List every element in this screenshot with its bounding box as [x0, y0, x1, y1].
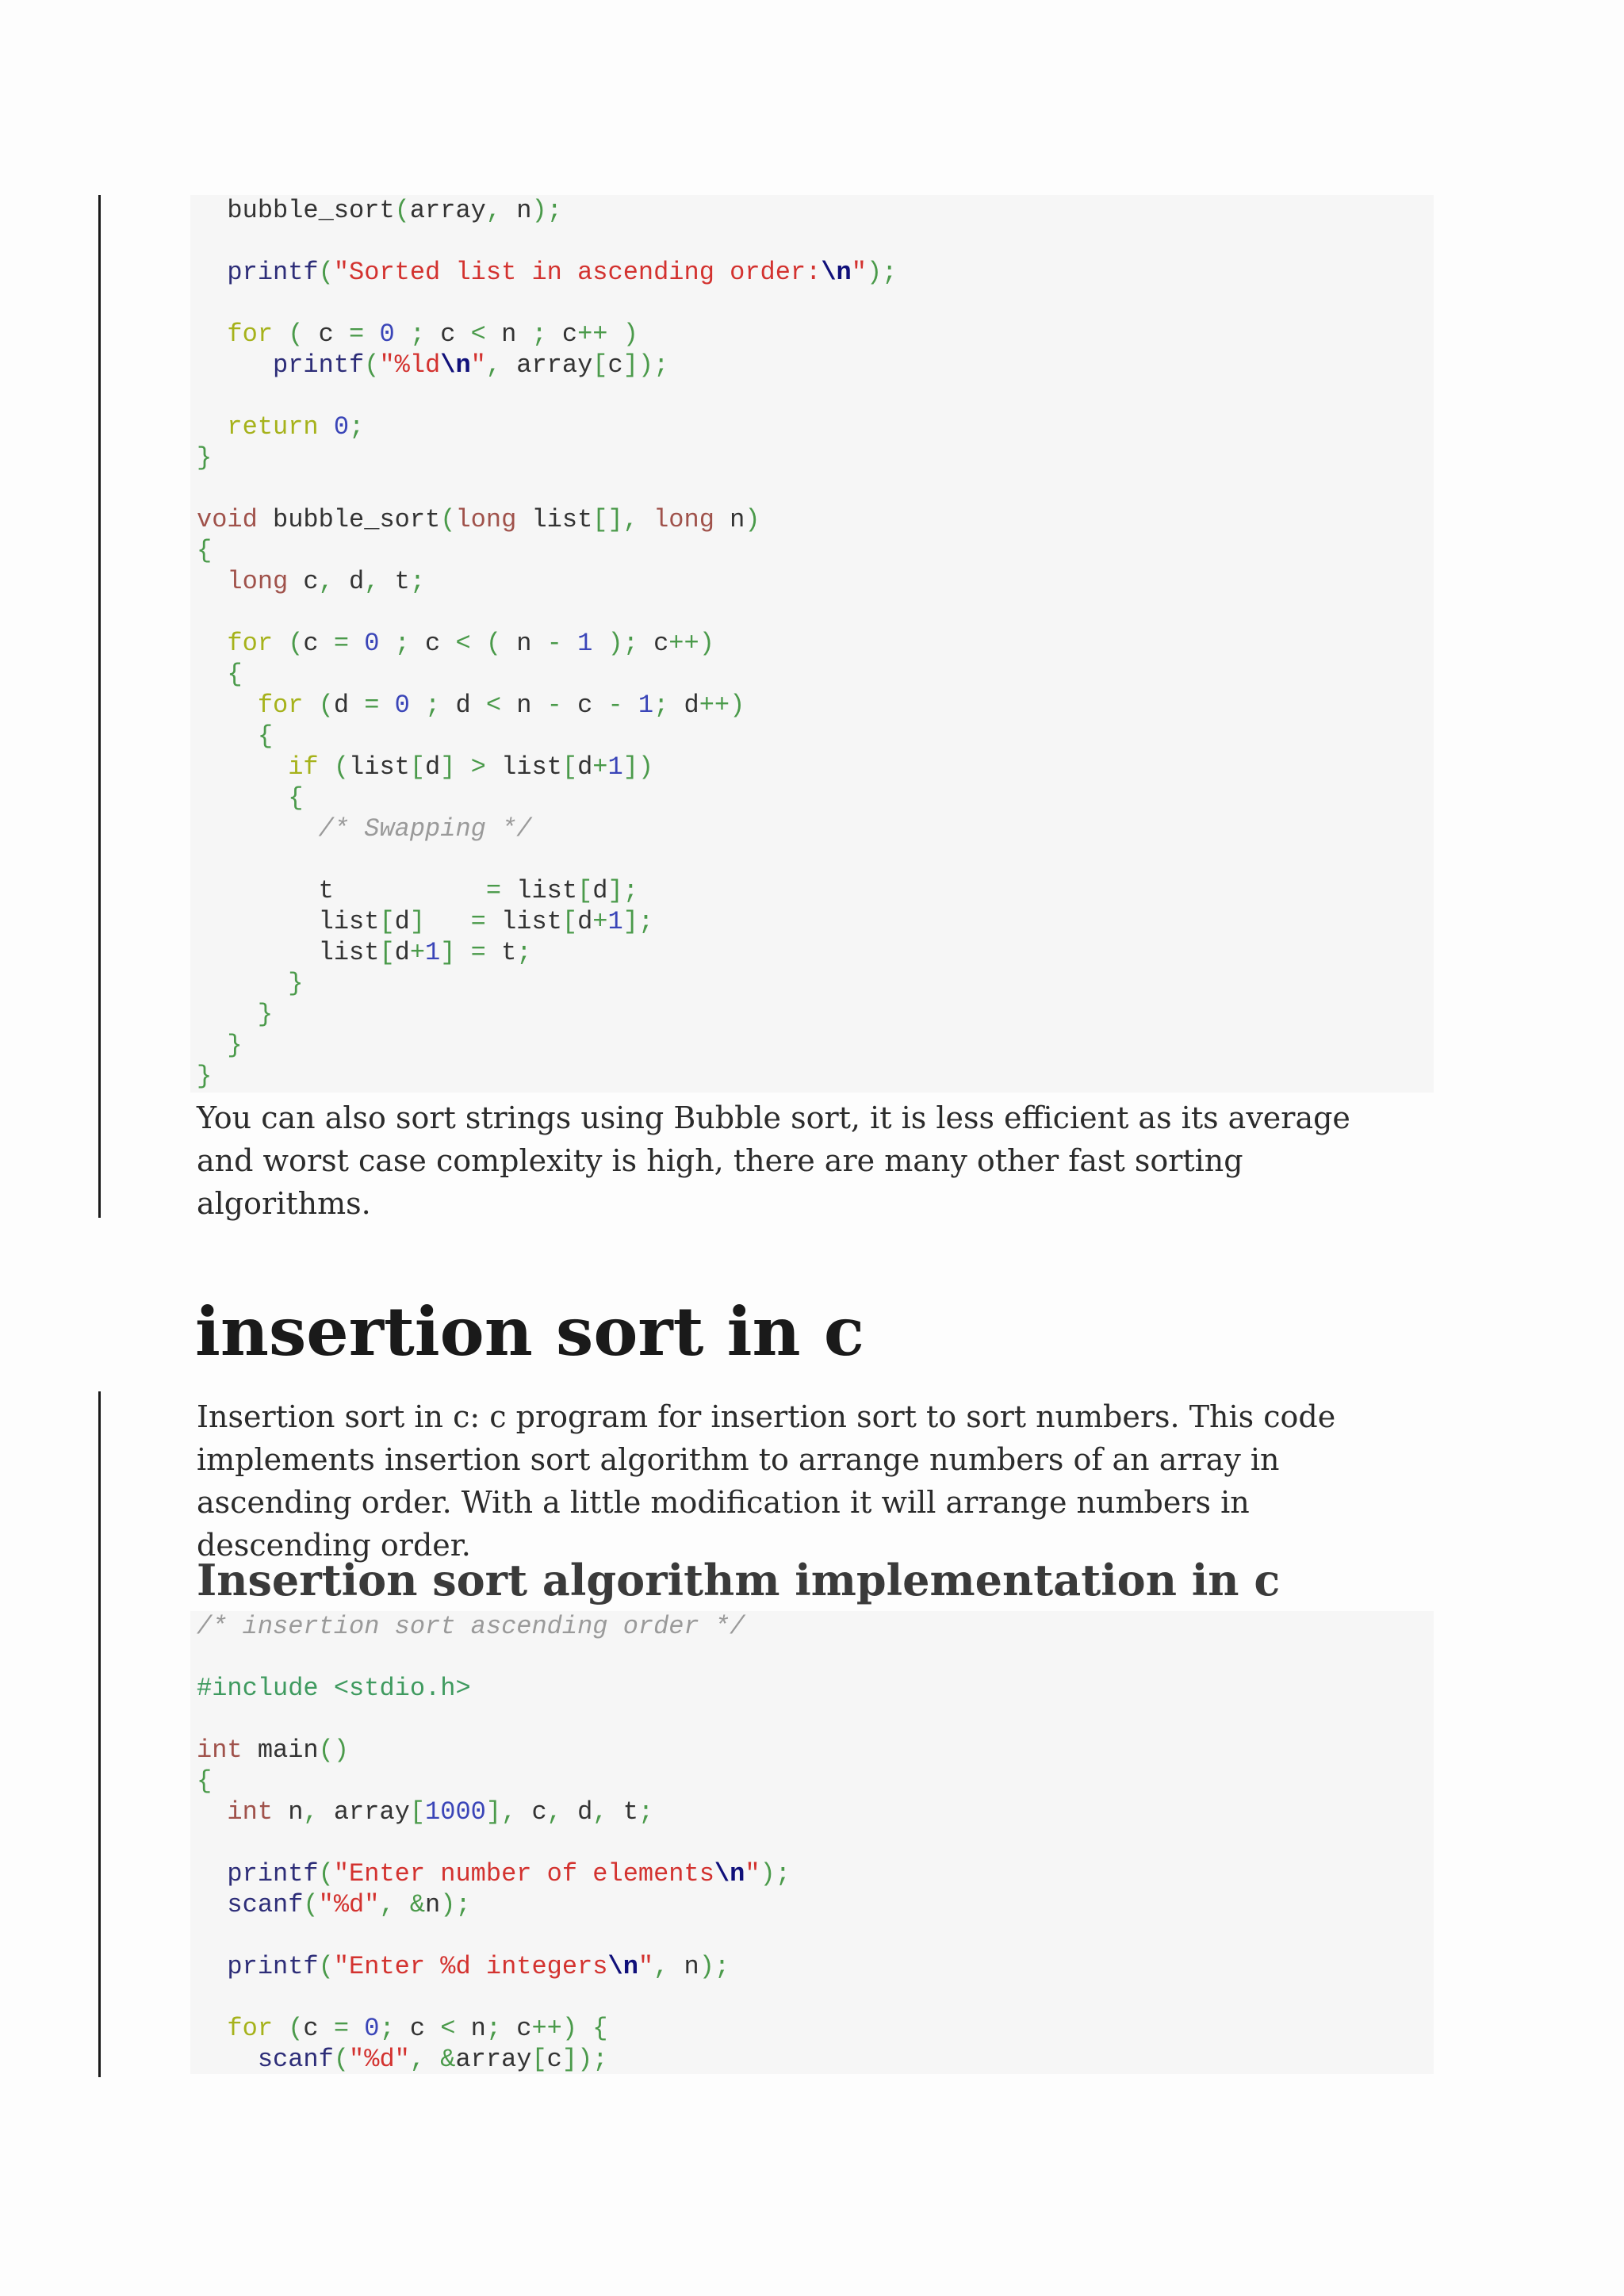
blockquote-bar-1 — [98, 195, 101, 1218]
code-line: scanf("%d", &n); — [197, 1890, 471, 1919]
code-line: } — [197, 1000, 274, 1029]
code-block-insertion-sort — [190, 1611, 1434, 2074]
code-line — [197, 473, 1434, 504]
code-line: for (c = 0; c < n; c++) { — [197, 2014, 608, 2043]
code-line: printf("Sorted list in ascending order:\n"); — [197, 258, 898, 287]
code-line: list[d] = list[d+1]; — [197, 907, 654, 936]
code-line: { — [197, 783, 304, 813]
blockquote-bar-2 — [98, 1391, 101, 2077]
code-line: { — [197, 536, 213, 565]
code-line: for (d = 0 ; d < n - c - 1; d++) — [197, 691, 745, 720]
code-line: list[d+1] = t; — [197, 938, 532, 967]
code-block-bubble-sort — [190, 195, 1434, 1093]
code-line: int n, array[1000], c, d, t; — [197, 1797, 654, 1827]
code-line: } — [197, 1062, 213, 1091]
code-line: t = list[d]; — [197, 876, 638, 905]
code-line: printf("Enter number of elements\n"); — [197, 1859, 791, 1888]
code-line: #include <stdio.h> — [197, 1674, 471, 1703]
code-line — [197, 1827, 1434, 1858]
code-listing-insertion-sort — [190, 1611, 1434, 2075]
code-line — [197, 1642, 1434, 1673]
code-line: /* Swapping */ — [197, 814, 532, 844]
code-listing-bubble-sort — [190, 195, 1434, 1092]
code-line — [197, 1920, 1434, 1951]
heading-insertion-sort: insertion sort in c — [195, 1292, 865, 1371]
code-line: for ( c = 0 ; c < n ; c++ ) — [197, 320, 638, 349]
code-line: return 0; — [197, 412, 365, 442]
code-line — [197, 381, 1434, 411]
code-line: for (c = 0 ; c < ( n - 1 ); c++) — [197, 629, 714, 658]
paragraph-insertion-intro: Insertion sort in c: c program for insertion sort to sort numbers. This code implements insertion sort algorithm to arrange numbers of an array in ascending order. With a little modification it will arrange numbers in descending order. — [197, 1399, 1336, 1563]
code-line: int main() — [197, 1735, 350, 1765]
code-line: if (list[d] > list[d+1]) — [197, 752, 654, 782]
code-line: long c, d, t; — [197, 567, 426, 596]
code-line: { — [197, 721, 274, 751]
code-line — [197, 1704, 1434, 1735]
subheading-insertion-implementation: Insertion sort algorithm implementation in c — [197, 1555, 1281, 1605]
code-line: /* insertion sort ascending order */ — [197, 1612, 745, 1641]
code-line: scanf("%d", &array[c]); — [197, 2045, 608, 2074]
code-line: void bubble_sort(long list[], long n) — [197, 505, 760, 534]
code-line — [197, 597, 1434, 628]
code-line: printf("Enter %d integers\n", n); — [197, 1952, 730, 1981]
code-line — [197, 288, 1434, 319]
code-line: { — [197, 1766, 213, 1796]
paragraph-bubble-note: You can also sort strings using Bubble sort, it is less efficient as its average and worst case complexity is high, there are many other fast sorting algorithms. — [197, 1100, 1350, 1221]
code-line: bubble_sort(array, n); — [197, 196, 562, 225]
code-line: } — [197, 969, 304, 998]
code-line: } — [197, 1031, 243, 1060]
code-line — [197, 226, 1434, 257]
code-line — [197, 844, 1434, 875]
code-line — [197, 1982, 1434, 2013]
code-line: } — [197, 443, 213, 473]
code-line: printf("%ld\n", array[c]); — [197, 350, 669, 380]
code-line: { — [197, 660, 243, 689]
